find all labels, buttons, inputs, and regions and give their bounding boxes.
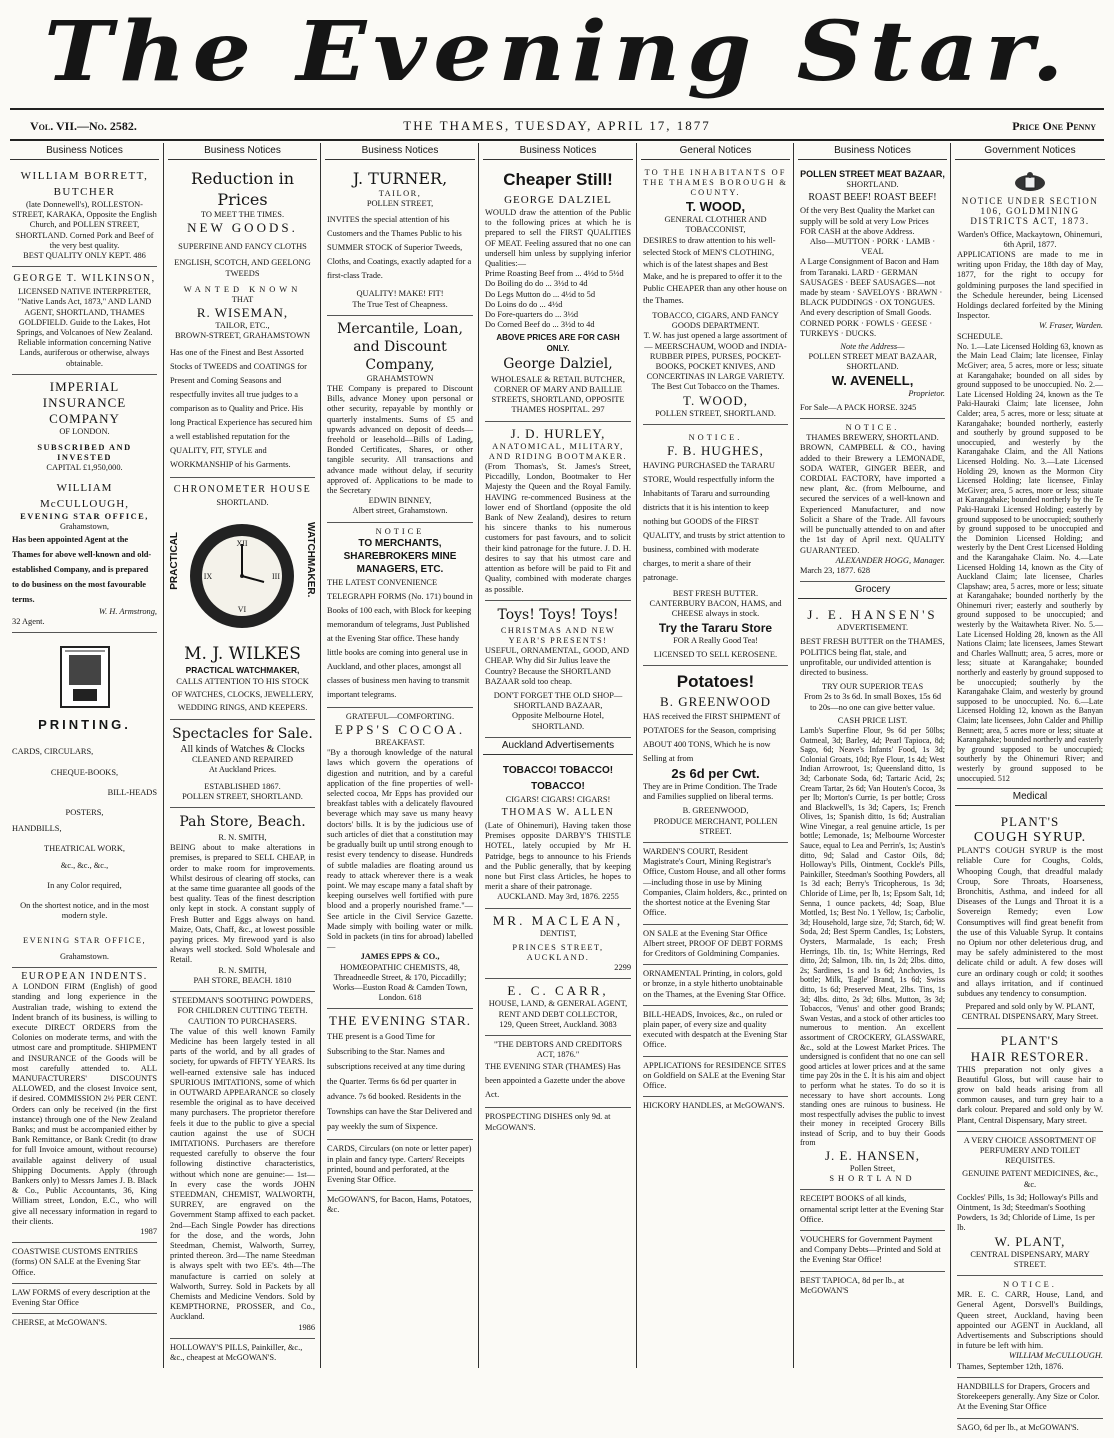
ad-hair-restorer	[957, 1029, 1103, 1132]
price-list: Lamb's Superfine Flour, 9s 6d per 50lbs; Oatmeal, 3d; Barley, 4d; Pearl Tapioca, 8d; Sago, 6d; Neave's Infants' Food, 1s 3d; Colonial Groats, 10d; Rye Flour, 1s 4d; West Indian Arrowroot, 1s; Queensland ditto, 1s 3d; Carbonate Soda, 6d; Tartaric Acid, 2s; Cream Tartar, 2s 6d; Van Houten's Cocoa, 3s per lb; Morton's Currie, 1s per bottle; Cross and Blackwell's, 1s 3d; Capers, 1s; French Olives, 1s; Spanish ditto, 1s 6d; Australian Wine Vinegar, a real genuine article, 1s per bottle; Lemonade, 1s; Melbourne Worcester Sauce, equal to Lea and Perrin's, 1s; Austin's ditto, 9d; Salad and Castor Oils, 8d; Holloway's Pills, Ointment, Cockle's Pills, Painkiller, Steedman's Soothing Powders, all 1s 3d each; Berry's Tricopherous, 1s 3d; Chloride of Lime, per lb, 1s; Epsom Salt, 1d; Senna, 1 ounce packets, 4d; Soap, Blue Mottled, 1s; Best No. 1 Yellow, 1s; Carbolic, 3d; Household, large size, 7d; Starch, 6d; W. Soda, 2d; Best Sperm Candles, 1s; Lobsters, Oysters, Marmalade, 1s each; Fresh Herrings, 1lb. tin, 1s; White Herrings, Red ditto, 2d; Salmon, 1lb. tin, 1s 2d; 2lbs. ditto, 2s; Sardines, 1s and 1s 6d; Anchovies, 1s bottle; Milk, 'Eagle' Brand, 1s 6d; Swiss ditto, 1s 6d; Preserved Meat, 2lbs. Tins, 1s 3d; 4lbs. ditto, 2s 3d; 6lbs. Mutton, 3s 3d; Tobaccos, 'Venus' and other good Brands; Swan Vestas, and a stock of other articles too numerous to mention. An excellent assortment of CROCKERY, GLASSWARE, &c., sold at the Lowest Market Prices. The undersigned is confident that no one can sell good articles at lower prices and at the same time pay 20s in the £. It is his aim and object to perform what he states. To do so it is necessary to have short accounts. Long standing ones are ruinous to business. He most respectfully advises the public to invest their money in receipted Grocery Bills instead of Scrip, and to buy their Goods from	[800, 725, 945, 1148]
ad-badge	[327, 289, 473, 299]
ad-heading: Mercantile, Loan, and Discount Company,	[337, 320, 463, 373]
ad-address: PRINCES STREET, AUCKLAND.	[512, 942, 604, 962]
ad-heading: A VERY CHOICE ASSORTMENT OF PERFUMERY AND TOILET REQUISITES.	[963, 1135, 1097, 1166]
column-7	[950, 143, 1109, 1432]
ad-list: Also—MUTTON · PORK · LAMB · VEAL	[809, 237, 936, 257]
ad-body: WOULD draw the attention of the Public to the following prices at which he is prepared to sell the FIRST QUALITIES OF MEAT. Feeling assured that no one can undersell him unless by supplying inferior Qualities:—	[485, 208, 631, 269]
newspaper-title: The Evening Star.	[43, 4, 1071, 100]
ad-heading: EPPS'S COCOA.	[334, 722, 466, 738]
ad-subheading: CASH PRICE LIST.	[837, 715, 908, 725]
ad-subheading: GENUINE PATENT MEDICINES, &c., &c.	[962, 1169, 1098, 1189]
ad-prospecting	[485, 1108, 631, 1137]
columns	[6, 143, 1108, 1432]
ad-heading: J. E. HANSEN'S	[807, 607, 938, 623]
ad-heading: J. D. HURLEY,	[510, 425, 606, 441]
section-heading: Business Notices	[483, 143, 633, 160]
ad-heading: THE EVENING STAR.	[329, 1013, 471, 1029]
ad-body: A LONDON FIRM (English) of good standing and long experience in the Australian trade, wishing to extend the Indent branch of its business, is willing to execute DIRECT ORDERS from the Colonies on moderate terms, and with the utmost care and promptitude. SHIPMENT and INSURANCE of the Goods will be most carefully attended to. ALL MANUFACTURERS' DISCOUNTS ALLOWED, and the closest Invoice sent, if desired. COMMISSION 2½ PER CENT. Orders can only be received (in the first instance) through one of the New Zealand Banks; and must be accompanied either by Bank Remittance, or Bank Credit (to draw for full Invoice amount, without recourse) available against delivery of usual Shipping Documents. Apply (through Bankers only) to Messrs James J. B. Black & Co., Public Accountants, 36, King William street, London, E.C., who will give all necessary information in regard to their clients.	[12, 982, 157, 1226]
ad-line: BEST FRESH BUTTER on the THAMES,	[800, 637, 945, 647]
ad-body: Has been appointed Agent at the Thames for above well-known and old-established Company, and is prepared to do business on the most favourable terms.	[12, 535, 152, 605]
ad-line: WANTED KNOWN	[183, 284, 302, 294]
svg-text:III: III	[272, 571, 280, 581]
ad-signature: ALEXANDER HOGG, Manager.	[835, 555, 945, 565]
ad-maclean	[485, 909, 631, 980]
print-office: EVENING STAR OFFICE,	[22, 935, 147, 945]
ad-body: LAW FORMS of every description at the Evening Star Office	[12, 1287, 151, 1307]
ad-name: T. WOOD,	[683, 392, 748, 408]
masthead	[0, 0, 1114, 108]
ad-subheading: BREAKFAST.	[375, 738, 425, 748]
ad-body: (From Thomas's, St. James's Street, Piccadilly, London, Bootmaker to Her Majesty the Queen and the Royal Family. HAVING re-commenced Business at the lower end of Shortland (opposite the old Bank of New Zealand), desires to return his sincere thanks to his numerous customers for past favours, and to solicit their kind patronage for the future. J. D. H. desires to say that his utmost care and attention as before will be paid to Fit and Quality, combined with moderate charges as possible.	[485, 462, 631, 594]
ad-heading: EUROPEAN INDENTS.	[21, 970, 148, 982]
section-heading: Grocery	[798, 582, 947, 599]
ad-handbills	[957, 1378, 1103, 1419]
column-4	[478, 143, 637, 1368]
ad-law-forms	[12, 1284, 157, 1314]
ad-tapioca	[800, 1272, 945, 1301]
ad-heading: GEORGE T. WILKINSON,	[13, 273, 156, 285]
ad-tobacco	[485, 759, 631, 909]
issue-date: THE THAMES, TUESDAY, APRIL 17, 1877	[403, 118, 711, 133]
ad-t-wood	[643, 164, 788, 425]
print-item: HANDBILLS,	[12, 824, 62, 834]
svg-text:VI: VI	[237, 604, 247, 614]
ad-body: CALLS ATTENTION TO HIS STOCK OF WATCHES, CLOCKS, JEWELLERY, WEDDING RINGS, AND KEEPERS.	[171, 677, 314, 713]
section-heading: Business Notices	[798, 143, 947, 160]
ad-body: "By a thorough knowledge of the natural laws which govern the operations of digestion and nutrition, and by a careful application of the fine properties of well-selected cocoa, Mr Epps has provided our breakfast tables with a delicately flavoured beverage which may save us many heavy doctors' bills. It is by the judicious use of such articles of diet that a constitution may be gradually built up until strong enough to resist every tendency to disease. Hundreds of subtle maladies are floating around us ready to attack wherever there is a weak point. We may escape many a fatal shaft by keeping ourselves well fortified with pure blood and a properly nourished frame."—See article in the Civil Service Gazette. Made simply with boiling water or milk. Sold in packets (in tins for abroad) labelled—	[327, 748, 473, 952]
ad-address: AUCKLAND. May 3rd, 1876. 2255	[497, 892, 619, 902]
ad-subheading: TAILOR,	[378, 189, 422, 198]
ad-body: DESIRES to draw attention to his well-selected Stock of MEN'S CLOTHING, which is of the latest shapes and Best Make, and he is prepared to offer it to the Public CHEAPER than any other house on the Thames.	[643, 236, 787, 306]
section-heading: General Notices	[641, 143, 790, 160]
ad-heading: PRINTING.	[38, 717, 131, 733]
ad-heading: PLANT'S	[1000, 1032, 1060, 1048]
price-row: Do Legs Mutton do ... 4½d to 5d	[485, 289, 596, 299]
ad-body: BEING about to make alterations in premises, is prepared to SELL CHEAP, in order to make room for improvements. Whilst desirous of clearing off stocks, can at the same time guarantee all goods of the best quality. Teas of the finest description only kept in stock. A constant supply of Fresh Butter and Eggs always on hand. Maize, Oats, Chaff, &c., at lowest possible paying prices. My firewood yard is also always well stocked. Sold Wholesale and Retail.	[170, 843, 315, 965]
ad-address: POLLEN STREET MEAT BAZAAR, SHORTLAND.	[808, 352, 937, 372]
ad-heading: E. C. CARR,	[507, 983, 609, 999]
ad-thames-brewery	[800, 419, 945, 582]
ad-name: JAMES EPPS & CO.,	[360, 952, 440, 962]
price: Price One Penny	[1012, 119, 1096, 133]
ad-address: Pollen Street,	[849, 1164, 896, 1174]
ad-name: THOMAS W. ALLEN	[501, 806, 615, 818]
ad-line: LICENSED TO SELL KEROSENE.	[653, 649, 778, 659]
ad-name: George Dalziel,	[503, 355, 613, 372]
price-row: Do Boiling do do ... 3½d to 4d	[485, 279, 588, 289]
ad-body: VOUCHERS for Government Payment and Company Debts—Printed and Sold at the Evening Star Office!	[800, 1235, 941, 1265]
ad-body: PLANT'S COUGH SYRUP is the most reliable Cure for Coughs, Colds, Whooping Cough, that dreadful malady Croup, Sore Throats, Hoarseness, Bronchitis, Asthma, and indeed for all Diseases of the Lungs and Throat it is a Sovereign Remedy; even Low Consumptives will find great benefit from the use of this Valuable Syrup. It contains no Opium nor other deleterious drug, and may be safely administered to the most delicate child or adult. A few doses will cure an ordinary cough or cold; it soothes and allays irritation, and if continued subdues any tendency to consumption.	[957, 846, 1103, 998]
ad-body: COASTWISE CUSTOMS ENTRIES (forms) ON SALE at the Evening Star Office.	[12, 1247, 141, 1277]
column-2	[163, 143, 321, 1368]
print-location: Grahamstown.	[59, 951, 110, 961]
ad-price: 2s 6d per Cwt.	[671, 766, 760, 782]
ad-heading: Spectacles for Sale.	[172, 726, 313, 743]
ad-heading: NOTICE UNDER SECTION 106, GOLDMINING DISTRICTS ACT, 1873.	[961, 196, 1099, 227]
ad-body: USEFUL, ORNAMENTAL, GOOD, AND CHEAP. Why did Sir Julius leave the Country? Because the SHORTLAND BAZAAR sold too cheap.	[485, 646, 630, 686]
make-label: MAKE!	[398, 289, 427, 299]
ad-body: CARDS, Circulars (on note or letter paper) in plain and fancy type. Carters' Receipts printed, bound and perforated, at the Evening Star Office.	[327, 1144, 472, 1184]
ad-telegraph-forms	[327, 523, 473, 708]
ad-footer: BEST QUALITY ONLY KEPT. 486	[23, 251, 146, 261]
ad-body: ON SALE at the Evening Star Office Albert street, PROOF OF DEBT FORMS for Creditors of Goldmining Companies.	[643, 928, 783, 958]
ad-european-indents	[12, 968, 157, 1243]
ad-heading: NOTICE	[375, 526, 425, 536]
ad-number: 32 Agent.	[12, 617, 45, 627]
ad-signature: WILLIAM McCULLOUGH.	[1009, 1351, 1103, 1361]
ad-heading: STEEDMAN'S SOOTHING POWDERS, FOR CHILDREN CUTTING TEETH.	[172, 996, 313, 1016]
ad-heading: NEW GOODS.	[187, 220, 298, 236]
ad-body: SAGO, 6d per lb., at McGOWAN'S.	[957, 1422, 1079, 1432]
ad-borrett	[12, 164, 157, 267]
dateline	[10, 115, 1104, 137]
ad-proof-of-debt	[643, 925, 788, 966]
ad-date: March 23, 1877. 628	[800, 565, 871, 575]
section-heading: Business Notices	[10, 143, 159, 160]
ad-subheading: TO MEET THE TIMES.	[200, 210, 285, 219]
ad-residence-sites	[643, 1057, 788, 1098]
ad-line: POLLEN STREET, SHORTLAND.	[182, 791, 303, 801]
price-row: Prime Roasting Beef from ... 4½d to 5½d	[485, 269, 624, 279]
ad-turner	[327, 164, 473, 316]
printing-press-icon	[55, 641, 115, 713]
ad-line: BROWN-STREET, GRAHAMSTOWN	[174, 331, 311, 341]
ad-capital: CAPITAL £1,950,000.	[46, 463, 123, 473]
ad-steedman	[170, 992, 315, 1339]
ad-subheading: DENTIST,	[539, 928, 577, 938]
ad-line: ROAST BEEF! ROAST BEEF!	[808, 192, 937, 204]
ad-body: THE EVENING STAR (THAMES) Has been appointed a Gazette under the above Act.	[485, 1062, 625, 1100]
ad-name: B. GREENWOOD,	[682, 806, 749, 816]
agent-office: EVENING STAR OFFICE,	[20, 511, 149, 521]
column-3	[320, 143, 479, 1368]
fit-label: FIT!	[428, 289, 444, 299]
ad-wilkinson	[12, 267, 157, 375]
ad-address: CENTRAL DISPENSARY, MARY STREET.	[970, 1249, 1090, 1269]
ad-number: 2299	[614, 963, 631, 973]
ad-name: M. J. WILKES	[184, 643, 301, 664]
ad-body: BEST TAPIOCA, 8d per lb., at McGOWAN'S	[800, 1275, 905, 1295]
quality-label: QUALITY!	[356, 289, 397, 299]
ad-address: Albert street, Grahamstown.	[352, 506, 448, 516]
ad-hansen	[800, 603, 945, 1190]
ad-subheading: SCHEDULE.	[957, 331, 1003, 341]
ad-perfumery	[957, 1132, 1103, 1276]
ad-dalziel	[485, 164, 631, 422]
ad-body: HAS received the FIRST SHIPMENT of POTATOES for the Season, comprising ABOUT 400 TONS, Which he is now Selling at from	[643, 712, 781, 764]
section-heading: Business Notices	[168, 143, 317, 160]
ad-heading: GRATEFUL—COMFORTING.	[345, 711, 455, 721]
price-row: Do Corned Beef do ... 3½d to 4d	[485, 320, 595, 330]
ad-subheading: GRAHAMSTOWN	[366, 373, 434, 383]
ad-address: SHORTLAND	[829, 1174, 916, 1184]
ad-customs-entries	[12, 1243, 157, 1284]
ad-heading: WILLIAM BORRETT, BUTCHER	[20, 170, 149, 198]
ad-address: Opposite Melbourne Hotel, SHORTLAND.	[512, 711, 604, 731]
ad-number: 1987	[140, 1226, 157, 1236]
ad-subheading: GENERAL CLOTHIER AND TOBACCONIST,	[664, 214, 767, 234]
ad-holloway	[170, 1339, 315, 1368]
ad-meat-bazaar	[800, 164, 945, 419]
ad-subheading: OF LONDON.	[59, 426, 110, 436]
ad-body: HANDBILLS for Drapers, Grocers and Storekeepers generally. Any Size or Color. At the Evening Star Office	[957, 1381, 1100, 1412]
ad-body: THE LATEST CONVENIENCE TELEGRAPH FORMS (No. 171) bound in Books of 100 each, with Block for keeping memorandum of telegrams, Just Published at the Evening Star office. These handy little books are coming into general use in Auckland, and other places, amongst all classes of business men having to transmit important telegrams.	[327, 577, 473, 699]
ad-footer: Prepared and sold only by W. PLANT, CENTRAL DISPENSARY, Mary Street.	[961, 1002, 1099, 1022]
ad-heading: Toys! Toys! Toys!	[497, 606, 619, 623]
print-item: BILL-HEADS	[107, 787, 157, 797]
section-heading: Auckland Advertisements	[483, 738, 633, 755]
ad-spectacles	[170, 720, 315, 808]
ad-ornamental-printing	[643, 965, 788, 1006]
ad-name: R. N. SMITH,	[218, 965, 267, 975]
ad-heading: Cheaper Still!	[503, 170, 613, 189]
print-item: POSTERS,	[65, 808, 104, 818]
section-heading: Medical	[955, 789, 1105, 806]
ad-heading: J. TURNER,	[352, 169, 448, 188]
ad-body: LICENSED NATIVE INTERPRETER, "Native Lands Act, 1873," AND LAND AGENT, SHORTLAND, THAMES GOLDFIELD. Guide to the Lakes, Hot Springs, and Volcanoes of New Zealand. Reliable information concerning Native Lands, auriferous or otherwise, always obtainable.	[16, 287, 153, 368]
column-5	[636, 143, 794, 1368]
ad-body: WARDEN'S COURT, Resident Magistrate's Court, Mining Registrar's Office, Custom House, and all other forms—including those in use by Mining Companies, Claim holders, &c., printed on the shortest notice at the Evening Star Office.	[643, 847, 787, 918]
ad-signature: W. Fraser, Warden.	[1039, 321, 1103, 331]
ad-address: WHOLESALE & RETAIL BUTCHER, CORNER OF MARY AND BAILLIE STREETS, SHORTLAND, OPPOSITE THAMES HOSPITAL. 297	[491, 374, 625, 415]
ad-subheading: GEORGE DALZIEL	[504, 194, 612, 206]
column-1	[6, 143, 163, 1368]
ad-hickory	[643, 1097, 788, 1116]
ad-heading: Try the Tararu Store	[658, 620, 773, 635]
ad-line: TRY OUR SUPERIOR TEAS	[821, 682, 924, 692]
ad-line: SUPERFINE AND FANCY CLOTHS	[178, 242, 307, 252]
ad-signature: Proprietor.	[908, 388, 945, 398]
ad-heading: Pah Store, Beach.	[179, 814, 306, 831]
ad-body: APPLICATIONS are made to me in writing upon Friday, the 18th day of May, 1877, for the right to occupy for goldmining purposes the land specified in the Schedule hereunder, being Licensed Holdings declared forfeited by the Mining Inspector.	[957, 250, 1103, 321]
ad-heading: TOBACCO! TOBACCO! TOBACCO!	[502, 764, 614, 792]
ad-date: Thames, September 12th, 1876.	[957, 1361, 1064, 1371]
agent-location: Grahamstown,	[59, 521, 110, 531]
ad-heading: NOTICE.	[688, 432, 743, 442]
ad-body: HAVING PURCHASED the TARARU STORE, Would respectfully inform the Inhabitants of Tararu and surrounding districts that it is his intention to keep nothing but GOODS of the FIRST QUALITY, and trusts by strict attention to business, combined with moderate charges, to merit a share of their patronage.	[643, 461, 785, 583]
ad-body: (late Donnewell's), ROLLESTON-STREET, KARAKA, Opposite the English Church, and POLLEN STREET, SHORTLAND. Corned Pork and Beef of the very best quality.	[12, 200, 157, 250]
ad-date: Warden's Office, Mackaytown, Ohinemuri, 6th April, 1877.	[957, 229, 1103, 249]
ad-body: HOLLOWAY'S PILLS, Painkiller, &c., &c., cheapest at McGOWAN'S.	[170, 1342, 303, 1362]
ad-body: Of the very Best Quality the Market can supply will be sold at very Low Prices FOR CASH at the above Address.	[800, 206, 935, 236]
ad-subheading: THAMES BREWERY, SHORTLAND.	[806, 433, 939, 443]
ad-heading: TO MERCHANTS, SHAREBROKERS MINE MANAGERS, ETC.	[343, 537, 457, 575]
ad-body: From 2s to 3s 6d. In small Boxes, 15s 6d to 20s—no one can give better value.	[803, 692, 942, 712]
ad-line: BEST FRESH BUTTER.	[672, 589, 759, 599]
ad-name: W. AVENELL,	[831, 372, 914, 388]
ad-epps-cocoa	[327, 708, 473, 1009]
svg-text:IX: IX	[203, 571, 213, 581]
clock-icon	[188, 512, 296, 640]
ad-line: For Sale—A PACK HORSE. 3245	[800, 402, 917, 412]
ad-receipt-books	[800, 1190, 945, 1231]
ad-body: MR. E. C. CARR, House, Land, and General Agent, Dorsvell's Buildings, Queen street, Auckland, having been appointed our AGENT in Auckland, all Advertisements and Subscriptions should in future be left with him.	[957, 1290, 1103, 1351]
ad-heading: COUGH SYRUP.	[973, 830, 1087, 846]
ad-heading: CHRONOMETER HOUSE	[173, 483, 312, 495]
ad-body: A Large Consignment of Bacon and Ham from Taranaki. LARD · GERMAN SAUSAGES · BEEF SAUSAGES—not made by steam · SAVELOYS · BRAWN · BLACK PUDDINGS · OX TONGUES. And every description of Small Goods. CORNED PORK · FOWLS · GEESE · TURKEYS · DUCKS.	[800, 257, 943, 338]
ad-subheading: PRACTICAL WATCHMAKER,	[185, 664, 300, 675]
cash-notice: ABOVE PRICES ARE FOR CASH ONLY.	[496, 333, 620, 353]
ad-body: BILL-HEADS, Invoices, &c., on ruled or plain paper, of every size and quality executed with despatch at the Evening Star Office.	[643, 1009, 788, 1050]
ad-heading: IMPERIAL	[49, 378, 120, 394]
ad-cards	[327, 1140, 473, 1191]
ad-body: Cockles' Pills, 1s 3d; Holloway's Pills and Ointment, 1s 3d; Steedman's Soothing Powders, 1s 3d; Chloride of Lime, 1s per lb.	[957, 1192, 1098, 1233]
ad-wardens-court	[643, 843, 788, 924]
ad-imperial-insurance	[12, 375, 157, 634]
ad-subheading: POLLEN STREET,	[366, 199, 434, 209]
ad-line: Note the Address—	[840, 342, 905, 352]
ad-signature: W. H. Armstrong,	[98, 607, 157, 617]
ad-hughes	[643, 425, 788, 666]
agent-name: WILLIAM McCULLOUGH,	[40, 481, 129, 510]
ad-body: THE present is a Good Time for Subscribing to the Star. Names and subscriptions received at any time during the Quarter. Terms 6s 6d per quarter in advance. 7s 6d booked. Residents in the Townships can have the Star Delivered and pay weekly the sum of Sixpence.	[327, 1032, 472, 1132]
print-item: CARDS, CIRCULARS,	[12, 747, 94, 757]
ad-line: ENGLISH, SCOTCH, AND GEELONG TWEEDS	[174, 258, 311, 278]
ad-name: W. PLANT,	[994, 1233, 1066, 1249]
ad-body: Has one of the Finest and Best Assorted Stocks of TWEEDS and COATINGS for Present and Coming Seasons and respectfully invites all true judges to a comparison as to Quality and Price. His long Practical Experience has secured him a well established reputation for the QUALITY, FIT, STYLE and WORKMANSHIP of his Garments.	[170, 347, 313, 469]
ad-heading: PLANT'S	[1000, 814, 1060, 830]
price-row: Do Loins do do ... 4½d	[485, 299, 563, 309]
masthead-rule-bottom	[10, 139, 1104, 141]
ad-subheading: SHORTLAND.	[216, 497, 269, 507]
ad-heading: Reduction in Prices	[190, 169, 294, 209]
ad-heading: HAIR RESTORER.	[970, 1048, 1090, 1064]
ad-line: DON'T FORGET THE OLD SHOP—SHORTLAND BAZAAR,	[493, 690, 623, 711]
ad-body: PROSPECTING DISHES only 9d. at McGOWAN'S.	[485, 1112, 611, 1132]
ad-heading: TO THE INHABITANTS OF THE THAMES BOROUGH & COUNTY.	[643, 168, 788, 198]
ad-debtors-act	[485, 1036, 631, 1108]
print-item: In any Color required,	[47, 880, 122, 890]
print-item: &c., &c., &c.,	[60, 860, 109, 870]
ad-heading: NOTICE.	[845, 423, 900, 433]
ad-body: THE Company is prepared to Discount Bills, advance Money upon personal or other security, repayable by monthly or quarterly instalments. Sums of £5 and upwards advanced on deposit of deeds—freehold or leasehold—Bills of Lading, Bonded Certificates, Shares, or other tangible security. All transactions and advance made without delay, if security approved of. Applications to be made to the Secretary	[327, 384, 473, 496]
ad-body: ORNAMENTAL Printing, in colors, gold or bronze, in a style hitherto unobtainable on the Thames, at the Evening Star Office.	[643, 969, 786, 999]
ad-cheese	[12, 1314, 157, 1333]
ad-line: THAT	[231, 295, 254, 305]
ad-pah-store	[170, 808, 315, 992]
side-label-right: WATCHMAKER.	[305, 521, 316, 598]
ad-wiseman	[170, 164, 315, 478]
column-6	[793, 143, 951, 1368]
ad-address: PRODUCE MERCHANT, POLLEN STREET.	[653, 816, 778, 836]
ad-cough-syrup	[957, 810, 1103, 1028]
ad-line: CLEANED AND REPAIRED	[191, 755, 294, 765]
ad-heading: POLLEN STREET MEAT BAZAAR,	[800, 169, 945, 179]
ad-line: CANTERBURY BACON, HAMS, and CHEESE always in stock.	[649, 599, 782, 619]
ad-body: They are in Prime Condition. The Trade and Families supplied on liberal terms.	[643, 782, 778, 802]
ad-subheading: R. N. SMITH,	[218, 833, 267, 843]
svg-text:XII: XII	[236, 538, 248, 548]
clock-illustration	[170, 512, 315, 640]
ad-chronometer-house	[170, 478, 315, 720]
ad-carr-agent	[957, 1276, 1103, 1378]
print-item: On the shortest notice, and in the most modern style.	[20, 901, 149, 921]
ad-body: APPLICATIONS for RESIDENCE SITES on Goldfield on SALE at the Evening Star Office.	[643, 1060, 787, 1090]
volume-number: Vol. VII.—No. 2582.	[30, 119, 137, 133]
ad-bill-heads	[643, 1006, 788, 1057]
price-row: Do Fore-quarters do ... 3½d	[485, 310, 579, 320]
ad-sago	[957, 1419, 1103, 1438]
ad-subheading: CHRISTMAS AND NEW YEAR'S PRESENTS!	[500, 625, 616, 645]
schedule-list: No. 1.—Late Licensed Holding 63, known as the Main Lead Claim; late licensee, Finlay McGiver; area, 5 acres, more or less; situate at Karangahake; bounded on all sides by ground supposed to be unoccupied. No. 2.—Late Licensed Holding 24, known as the Te Paki-Hauraki Claim; late licensee, John Calder; area, 5 acres, more or less; situate at Karangahake; bounded northerly, easterly and southerly by ground supposed to be unoccupied, and westerly by the Karangahake Claim, and the All Nations Licensed Holding. No. 3.—Late Licensed Holding 29, known as the Mormon City Licensed Holding; late licensee, Finlay McGiver; area, 5 acres, more or less; situate at Karangahake; bounded northerly by the Te Paki-Hauraki Licensed Holding; easterly by ground supposed to be unoccupied; southerly by ground supposed to be unoccupied and the Dominion Licensed Holding; and westerly by the Dent Crest Licensed Holding and the Karangahake Claim. No. 4.—Late Licensed Holding 14, known as the City of Auckland Claim; late licensee, Charles Clapshaw; area, 5 acres, more or less; situate at Karangahake; bounded northerly by the Ohinemuri river; easterly and southerly by ground supposed to be unoccupied; and westerly by the Waitawheta River. No. 5.—Late Licensed Holding 28, known as the All Nations Claim; late licensees, James Stewart and Charles Wallnutt; area, 5 acres, more or less; situate at Karangahake; bounded northerly and easterly by ground supposed to be unoccupied; southerly by the Karangahake Claim, and westerly by ground supposed to be unoccupied. No. 6.—Late Licensed Holding 12, known as the Banyan Claim; late licensees, John Calder and Phillip Bennett; area, 5 acres more or less; situate at Karangahake; bounded northerly and easterly by ground supposed to be unoccupied; southerly by the Ohinemuri River; and westerly by ground supposed to be unoccupied. 512	[957, 341, 1103, 783]
ad-name: EDWIN BINNEY,	[368, 496, 432, 506]
ad-mercantile-loan	[327, 316, 473, 523]
ad-body: POLITICS being flat, stale, and unprofitable, our undivided attention is directed to business.	[800, 647, 931, 677]
ad-body: BROWN, CAMPBELL & CO., having added to their Brewery a LEMONADE, SODA WATER, GINGER BEER, and CORDIAL FACTORY, have imported a new plant, &c. (from Melbourne, and secured the services of a well-known and Experienced Manufacturer, and now Solicit a Share of the Trade. All favours will be punctually attended to on and after the 1st day of April next. QUALITY GUARANTEED.	[800, 443, 945, 555]
ad-name: B. GREENWOOD	[660, 694, 771, 710]
section-heading: Government Notices	[955, 143, 1105, 160]
ad-potatoes	[643, 666, 788, 843]
ad-heading: MR. MACLEAN,	[492, 912, 624, 928]
ad-subheading: CIGARS! CIGARS! CIGARS!	[505, 794, 611, 804]
side-label-left: PRACTICAL	[169, 531, 180, 590]
ad-heading: INSURANCE COMPANY	[42, 394, 127, 426]
ad-body: The value of this well known Family Medicine has been largely tested in all parts of the world, and by all grades of society, for upwards of FIFTY YEARS. Its well-earned extensive sale has induced SPURIOUS IMITATIONS, some of which in OUTWARD APPEARANCE so closely resemble the original as to have deceived many purchasers. The proprietor therefore feels it due to the public to give a special caution against the use of SUCH IMITATIONS. Purchasers are therefore requested carefully to observe the four following distinctive characteristics, without which none are genuine:— 1st—In every case the words JOHN STEEDMAN, CHEMIST, WALWORTH, SURREY, are engraved on the Government Stamp affixed to each packet. 2nd—Each Single Powder has directions for the dose, and the words, John Steedman, Chemist, Walworth, Surrey, printed thereon. 3rd—The name Steedman is always spelt with two EE's. 4th—The manufacture is carried on solely at Walworth, Surrey. Sold in Packets by all Chemists and Medicine Vendors. Sold by KEMPTHORNE, PROSSER, and Co., Auckland.	[170, 1026, 315, 1322]
ad-address: HOMŒOPATHIC CHEMISTS, 48, Threadneedle Street, & 170, Piccadilly; Works—Euston Road & Camden Town, London. 618	[332, 962, 468, 1003]
ad-bacon	[327, 1191, 473, 1220]
ad-heading: "THE DEBTORS AND CREDITORS ACT, 1876."	[493, 1039, 623, 1060]
ad-address: PAH STORE, BEACH. 1810	[193, 975, 292, 985]
ad-body: (Late of Ohinemuri), Having taken those Premises opposite DARBY'S THISTLE HOTEL, lately occupied by Mr H. Patridge, begs to announce to his Friends and the Public generally, that by keeping none but First class Articles, he hopes to merit a share of their patronage.	[485, 820, 631, 892]
ad-line: At Auckland Prices.	[208, 765, 277, 775]
ad-name: T. WOOD,	[685, 198, 746, 214]
ad-subheading: SUBSCRIBED AND INVESTED	[37, 443, 132, 463]
ad-printing	[12, 633, 157, 967]
ad-body: HICKORY HANDLES, at McGOWAN'S.	[643, 1101, 785, 1111]
ad-address: POLLEN STREET, SHORTLAND.	[655, 408, 776, 418]
ad-body: INVITES the special attention of his Customers and the Thames Public to his SUMMER STOCK of Superior Tweeds, Cloths, and Coatings, exactly adapted for a first-class Trade.	[327, 215, 472, 281]
ad-toys	[485, 601, 631, 738]
ad-line: TAILOR, ETC.,	[215, 321, 270, 331]
ad-goldmining-notice	[957, 164, 1103, 789]
ad-body: CHERSE, at McGOWAN'S.	[12, 1318, 108, 1328]
ad-subheading: ADVERTISEMENT.	[836, 623, 909, 633]
ad-heading: NOTICE.	[1003, 1280, 1057, 1290]
ad-body: HOUSE, LAND, & GENERAL AGENT, RENT AND DEBT COLLECTOR,	[488, 999, 628, 1019]
ad-carr	[485, 979, 631, 1036]
ad-line: FOR A Really Good Tea!	[673, 635, 758, 645]
ad-subheading: CAUTION TO PURCHASERS.	[188, 1016, 297, 1026]
ad-hurley	[485, 422, 631, 601]
ad-address: 129, Queen Street, Auckland. 3083	[499, 1019, 617, 1029]
ad-tagline: The True Test of Cheapness.	[352, 299, 448, 309]
print-item: THEATRICAL WORK,	[44, 844, 125, 854]
ad-name: J. E. HANSEN,	[825, 1148, 920, 1164]
section-heading: Business Notices	[325, 143, 475, 160]
ad-body: T. W. has just opened a large assortment of— MEERSCHAUM, WOOD and INDIA-RUBBER PIPES, PURSES, POCKET-BOOKS, POCKET KNIVES, AND CONCERTINAS IN LARGE VARIETY. The Best Cut Tobacco on the Thames.	[643, 331, 788, 392]
ad-subheading: ANATOMICAL, MILITARY, AND RIDING BOOTMAKER.	[488, 441, 628, 461]
ad-body: McGOWAN'S, for Bacon, Hams, Potatoes, &c.	[327, 1195, 472, 1215]
coat-of-arms-icon	[1013, 172, 1047, 192]
ad-vouchers	[800, 1231, 945, 1272]
ad-body: RECEIPT BOOKS of all kinds, ornamental script letter at the Evening Star Office.	[800, 1194, 944, 1224]
ad-evening-star	[327, 1009, 473, 1140]
ad-body: THIS preparation not only gives a Beautiful Gloss, but will cause hair to grow on bald heads arising from all common causes, and turn grey hair to a dark colour. Prepared and sold only by W. Plant, Central Dispensary, Mary street.	[957, 1064, 1103, 1125]
ad-name: R. WISEMAN,	[196, 305, 289, 321]
ad-name: F. B. HUGHES,	[667, 443, 764, 459]
ad-line: All kinds of Watches & Clocks	[180, 744, 305, 756]
ad-subheading: TOBACCO, CIGARS, AND FANCY GOODS DEPARTMENT.	[652, 311, 779, 331]
ad-number: 1986	[298, 1322, 315, 1332]
print-item: CHEQUE-BOOKS,	[50, 767, 119, 777]
ad-line: ESTABLISHED 1867.	[204, 781, 281, 791]
ad-subheading: SHORTLAND.	[846, 180, 899, 189]
masthead-rule-top	[10, 108, 1104, 110]
ad-heading: Potatoes!	[676, 672, 755, 692]
